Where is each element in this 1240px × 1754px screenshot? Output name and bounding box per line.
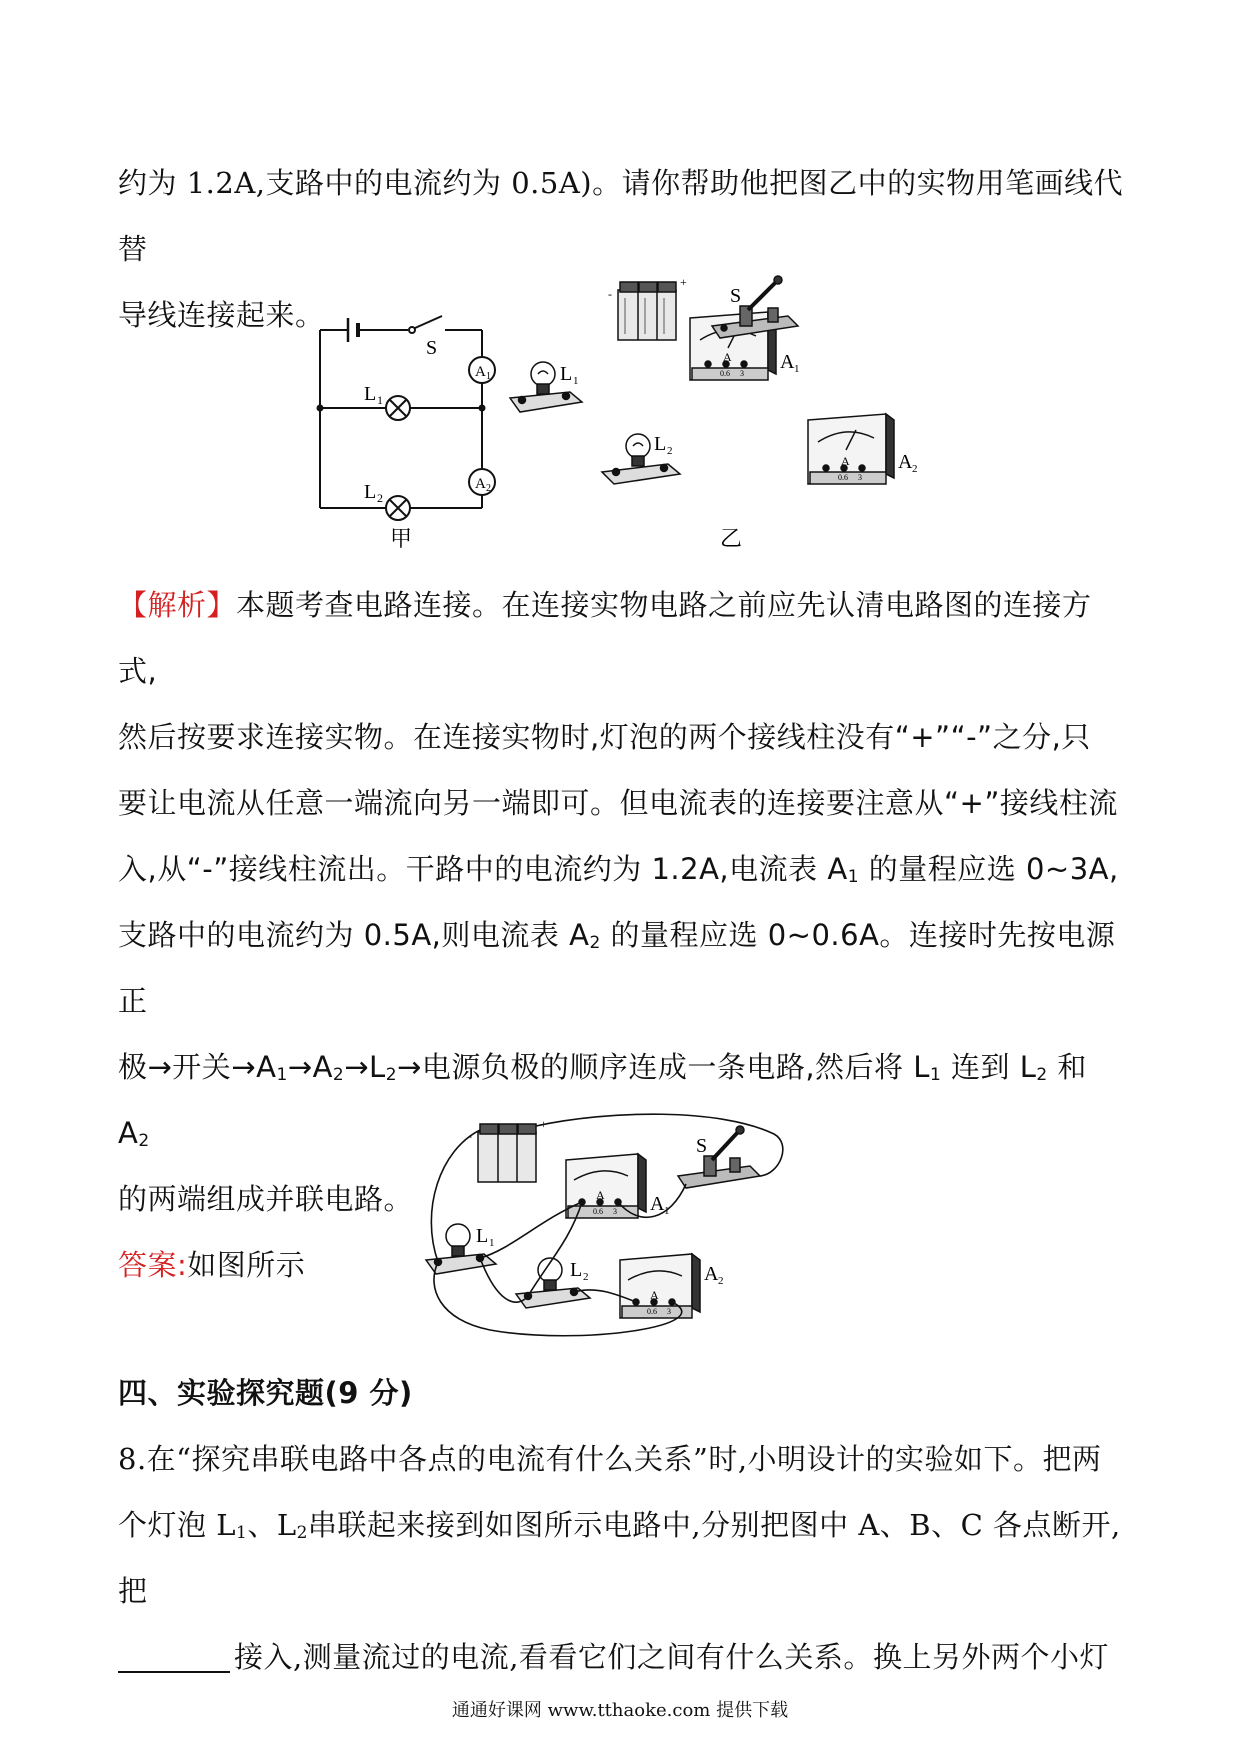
ammeter-a1-label: A [780, 351, 795, 373]
ammeter-a1-face: A [723, 350, 732, 364]
answer-knife-switch [678, 1126, 760, 1188]
ammeter1-label: A [475, 364, 486, 380]
analysis-line3: 要让电流从任意一端流向另一端即可。但电流表的连接要注意从“+”接线柱流 [118, 786, 1118, 820]
battery-component [618, 282, 676, 340]
answer-a2-range-high: 3 [667, 1307, 671, 1316]
answer-ammeter-a1 [566, 1154, 646, 1218]
analysis-line2: 然后按要求连接实物。在连接实物时,灯泡的两个接线柱没有“+”“-”之分,只 [118, 720, 1091, 754]
junction-dot-right [479, 405, 486, 412]
battery-plus: + [680, 275, 687, 289]
q8-line2: 个灯泡 $L_1$、$L_2$串联起来接到如图所示电路中,分别把图中 A、B、C 各点断开,把 [118, 1508, 1121, 1608]
analysis-line1: 【解析】本题考查电路连接。在连接实物电路之前应先认清电路图的连接方式, [118, 588, 1092, 688]
answer-battery-plus: + [540, 1117, 547, 1131]
answer-l1-label: L [476, 1225, 489, 1247]
ammeter-a2-component [808, 414, 894, 484]
circuit-diagram [320, 316, 495, 520]
ammeter1-sub: 1 [486, 371, 491, 382]
lamp2-label: L [364, 481, 377, 503]
answer-battery-minus: - [468, 1129, 472, 1143]
knife-switch-component [712, 276, 798, 338]
lamp1-sub: 1 [377, 393, 383, 407]
answer-blank[interactable] [118, 1641, 230, 1673]
lamp-l2-sub: 2 [667, 445, 673, 457]
answer-ammeter-a2 [620, 1254, 700, 1318]
battery-minus: - [608, 287, 612, 301]
answer-a1-label: A [650, 1193, 665, 1215]
lamp-l1-sub: 1 [573, 375, 579, 387]
analysis-line5: 支路中的电流约为 0.5A,则电流表 $A_2$ 的量程应选 0~0.6A。连接时先按电源正 [118, 918, 1116, 1018]
ammeter-a1-sub: 1 [794, 363, 800, 375]
ammeter2-sub: 2 [486, 483, 491, 494]
analysis-tag: 【解析】 [118, 588, 237, 622]
question-tail-line1: 约为 1.2A,支路中的电流约为 0.5A)。请你帮助他把图乙中的实物用笔画线代替 [118, 166, 1124, 266]
ammeter-a1-range-high: 3 [740, 369, 744, 378]
answer-a2-range-low: 0.6 [647, 1307, 657, 1316]
junction-dot-left [317, 405, 324, 412]
caption-jia: 甲 [390, 526, 413, 551]
answer-a2-sub: 2 [718, 1275, 724, 1287]
answer-l1-sub: 1 [489, 1237, 495, 1249]
answer-tag: 答案: [118, 1248, 188, 1282]
section4-heading: 四、实验探究题(9 分) [118, 1376, 413, 1410]
ammeter-a2-label: A [898, 451, 913, 473]
ammeter2-label: A [475, 476, 486, 492]
answer-a1-face: A [596, 1188, 605, 1202]
ammeter-a2-range-low: 0.6 [838, 473, 848, 482]
answer-a2-face: A [650, 1288, 659, 1302]
answer-text: 如图所示 [187, 1248, 306, 1282]
answer-switch-label: S [696, 1135, 708, 1157]
question-tail-line2: 导线连接起来。 [118, 298, 325, 332]
q8-line3: 接入,测量流过的电流,看看它们之间有什么关系。换上另外两个小灯 [118, 1624, 1128, 1690]
answer-l2-sub: 2 [583, 1271, 589, 1283]
lamp-l1-label: L [560, 363, 573, 385]
lamp-l2-label: L [654, 433, 667, 455]
ammeter-a2-sub: 2 [912, 463, 918, 475]
section4-block [118, 1360, 1128, 1690]
answer-l2-label: L [570, 1259, 583, 1281]
analysis-line7: 的两端组成并联电路。 [118, 1182, 414, 1216]
lamp1-label: L [364, 383, 377, 405]
page-footer: 通通好课网 www.tthaoke.com 提供下载 [451, 1700, 789, 1721]
ammeter-a2-range-high: 3 [858, 473, 862, 482]
answer-a1-range-high: 3 [613, 1207, 617, 1216]
answer-battery [478, 1124, 536, 1182]
caption-yi: 乙 [720, 526, 743, 551]
answer-a1-sub: 1 [664, 1205, 670, 1217]
lamp2-sub: 2 [377, 491, 383, 505]
figure-circuit-and-components [300, 268, 940, 558]
figure-answer-wired-circuit [420, 1110, 830, 1350]
lamp-l2-component [602, 434, 680, 484]
knife-switch-label: S [730, 285, 742, 307]
ammeter-a2-face: A [841, 454, 850, 468]
analysis-line4: 入,从“-”接线柱流出。干路中的电流约为 1.2A,电流表 $A_1$ 的量程应选 0~3A, [118, 852, 1119, 887]
ammeter-a1-range-low: 0.6 [720, 369, 730, 378]
q8-line1: 8.在“探究串联电路中各点的电流有什么关系”时,小明设计的实验如下。把两 [118, 1442, 1102, 1476]
switch-label: S [426, 337, 438, 359]
answer-a2-label: A [704, 1263, 719, 1285]
analysis-line6: 极→开关$\to A_1\to A_2\to L_2\to$电源负极的顺序连成一条电路,然后将 $L_1$ 连到 $L_2$ 和 $A_2$ [118, 1050, 1087, 1151]
answer-a1-range-low: 0.6 [593, 1207, 603, 1216]
